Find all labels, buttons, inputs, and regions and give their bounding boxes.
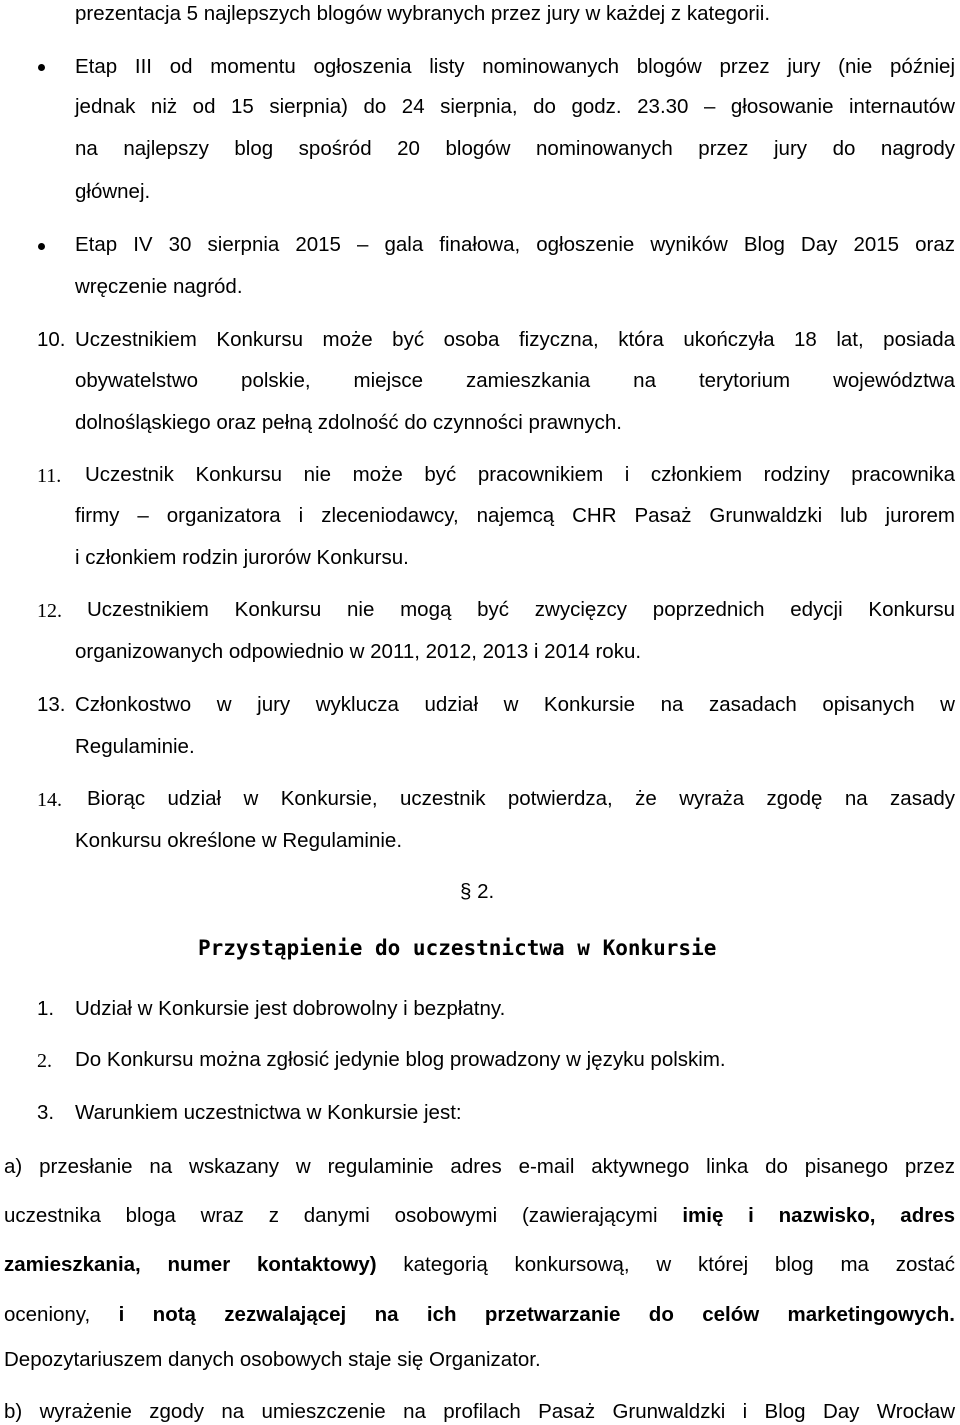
rule-number: 3. [37,1101,55,1124]
condition-a-line [4,1204,955,1228]
stage-3-line: na najlepszy blog spośród 20 blogów nominowanych przez jury do nagrody [75,137,955,160]
point-14-line: Konkursu określone w Regulaminie. [75,829,403,852]
condition-b-line: b) wyrażenie zgody na umieszczenie na profilach Pasaż Grunwaldzki i Blog Day Wrocław [4,1400,955,1423]
stage-3-line: Etap III od momentu ogłoszenia listy nominowanych blogów przez jury (nie później [75,55,955,78]
rule-text: Warunkiem uczestnictwa w Konkursie jest: [75,1101,462,1124]
point-11-line: Uczestnik Konkursu nie może być pracownikiem i członkiem rodziny pracownika [85,463,955,486]
condition-a-line [4,1253,955,1277]
condition-a-line: a) przesłanie na wskazany w regulaminie adres e-mail aktywnego linka do pisanego przez [4,1155,955,1178]
bullet-icon [38,243,45,250]
point-number: 14. [37,789,62,811]
point-number: 10. [37,328,66,351]
point-11-line: i członkiem rodzin jurorów Konkursu. [75,546,409,569]
rule-number: 1. [37,997,55,1020]
stage-4-line: Etap IV 30 sierpnia 2015 – gala finałowa, ogłoszenie wyników Blog Day 2015 oraz [75,233,955,256]
point-10-line: obywatelstwo polskie, miejsce zamieszkania na terytorium województwa [75,369,955,392]
stage-3-line: jednak niż od 15 sierpnia) do 24 sierpnia, do godz. 23.30 – głosowanie internautów [75,95,955,118]
condition-a-bold-text: zamieszkania, numer kontaktowy) [4,1253,377,1276]
point-13-line: Członkostwo w jury wyklucza udział w Konkursie na zasadach opisanych w [75,693,955,716]
rule-number: 2. [37,1050,52,1072]
point-number: 11. [37,465,62,487]
stage-3-line: głównej. [75,180,151,203]
point-12-line: organizowanych odpowiednio w 2011, 2012, 2013 i 2014 roku. [75,640,642,663]
condition-a-bold-text: i notą zezwalającej na ich przetwarzanie do celów marketingowych. [118,1303,956,1326]
paragraph-line: prezentacja 5 najlepszych blogów wybranych przez jury w każdej z kategorii. [75,2,771,25]
bullet-icon [38,64,45,71]
point-10-line: dolnośląskiego oraz pełną zdolność do czynności prawnych. [75,411,622,434]
point-11-line: firmy – organizatora i zleceniodawcy, najemcą CHR Pasaż Grunwaldzki lub jurorem [75,504,955,527]
point-14-line: Biorąc udział w Konkursie, uczestnik potwierdza, że wyraża zgodę na zasady [87,787,955,810]
point-number: 13. [37,693,66,716]
point-13-line: Regulaminie. [75,735,195,758]
section-title: Przystąpienie do uczestnictwa w Konkursie [198,936,717,960]
condition-a-text: oceniony, [4,1303,91,1326]
condition-a-line: Depozytariuszem danych osobowych staje się Organizator. [4,1348,541,1371]
condition-a-text: uczestnika bloga wraz z danymi osobowymi (zawierającymi [4,1204,658,1227]
condition-a-line [4,1303,955,1327]
section-number: § 2. [460,880,495,903]
condition-a-text: kategorią konkursową, w której blog ma zostać [403,1253,955,1276]
point-10-line: Uczestnikiem Konkursu może być osoba fizyczna, która ukończyła 18 lat, posiada [75,328,955,351]
point-number: 12. [37,600,62,622]
condition-a-bold-text: imię i nazwisko, adres [682,1204,955,1227]
rule-text: Do Konkursu można zgłosić jedynie blog prowadzony w języku polskim. [75,1048,726,1071]
stage-4-line: wręczenie nagród. [75,275,243,298]
rule-text: Udział w Konkursie jest dobrowolny i bezpłatny. [75,997,506,1020]
point-12-line: Uczestnikiem Konkursu nie mogą być zwycięzcy poprzednich edycji Konkursu [87,598,955,621]
